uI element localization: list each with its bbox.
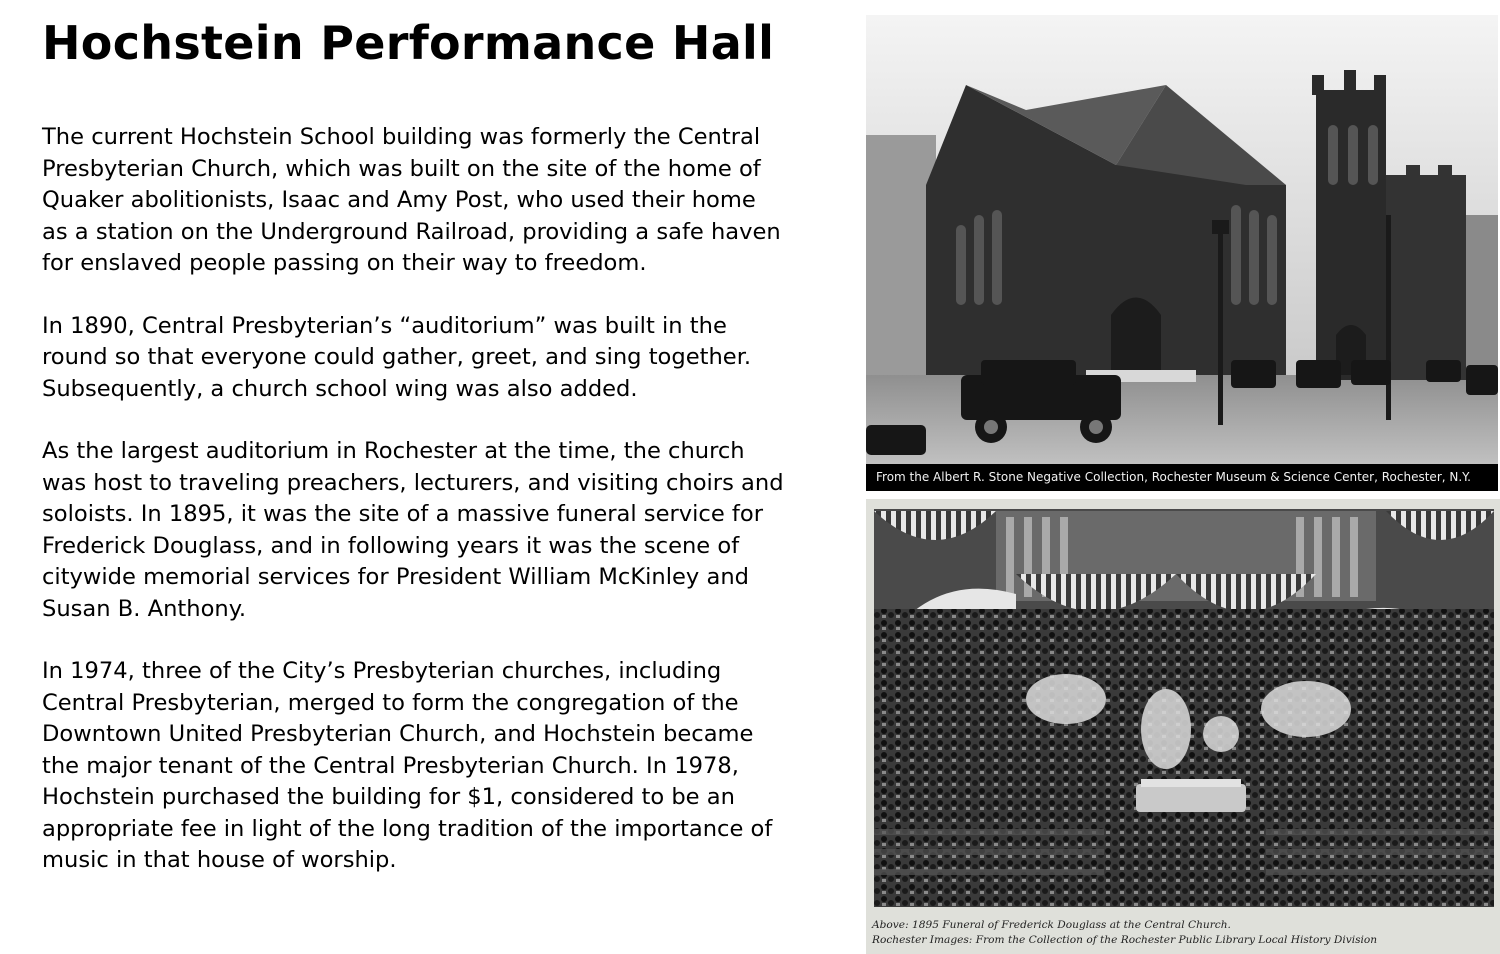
text-line: citywide memorial services for President William McKinley and bbox=[42, 564, 749, 590]
text-line: In 1890, Central Presbyterian’s “auditorium” was built in the bbox=[42, 312, 727, 339]
funeral-interior-photo bbox=[866, 499, 1500, 954]
text-line: As the largest auditorium in Rochester at the time, the church bbox=[42, 438, 745, 464]
text-line: music in that house of worship. bbox=[42, 847, 397, 873]
text-line: Downtown United Presbyterian Church, and Hochstein became bbox=[42, 721, 754, 747]
text-line: appropriate fee in light of the long tradition of the importance of bbox=[42, 815, 773, 842]
text-line: Quaker abolitionists, Isaac and Amy Post, who used their home bbox=[42, 187, 756, 213]
text-line: In 1974, three of the City’s Presbyterian churches, including bbox=[42, 658, 722, 684]
paragraph-auditorium bbox=[42, 311, 832, 406]
text-line: round so that everyone could gather, greet, and sing together. bbox=[42, 344, 752, 370]
text-line: The current Hochstein School building was formerly the Central bbox=[42, 124, 761, 150]
text-line: soloists. In 1895, it was the site of a massive funeral service for bbox=[42, 501, 763, 527]
page-title: Hochstein Performance Hall bbox=[42, 16, 775, 70]
funeral-interior-caption bbox=[872, 918, 1377, 948]
text-line: was host to traveling preachers, lecturers, and visiting choirs and bbox=[42, 469, 784, 496]
caption-line: Above: 1895 Funeral of Frederick Douglass at the Central Church. bbox=[872, 919, 1231, 931]
body-text bbox=[42, 122, 832, 908]
text-line: the major tenant of the Central Presbyterian Church. In 1978, bbox=[42, 752, 739, 779]
church-exterior-illustration bbox=[866, 15, 1498, 491]
church-exterior-photo bbox=[866, 15, 1498, 491]
text-line: for enslaved people passing on their way to freedom. bbox=[42, 250, 647, 276]
text-line: Subsequently, a church school wing was also added. bbox=[42, 375, 638, 402]
caption-line: Rochester Images: From the Collection of the Rochester Public Library Local History Division bbox=[872, 934, 1378, 946]
church-exterior-caption: From the Albert R. Stone Negative Collection, Rochester Museum & Science Center, Rochester, N.Y. bbox=[866, 464, 1498, 491]
paragraph-events bbox=[42, 436, 832, 625]
funeral-interior-illustration bbox=[866, 499, 1500, 909]
text-line: Frederick Douglass, and in following years it was the scene of bbox=[42, 532, 740, 559]
text-line: Hochstein purchased the building for $1, considered to be an bbox=[42, 784, 735, 810]
text-line: Central Presbyterian, merged to form the congregation of the bbox=[42, 689, 739, 716]
text-line: as a station on the Underground Railroad, providing a safe haven bbox=[42, 218, 781, 245]
paragraph-purchase bbox=[42, 656, 832, 877]
text-line: Susan B. Anthony. bbox=[42, 595, 247, 622]
paragraph-history bbox=[42, 122, 832, 280]
text-line: Presbyterian Church, which was built on the site of the home of bbox=[42, 155, 761, 182]
